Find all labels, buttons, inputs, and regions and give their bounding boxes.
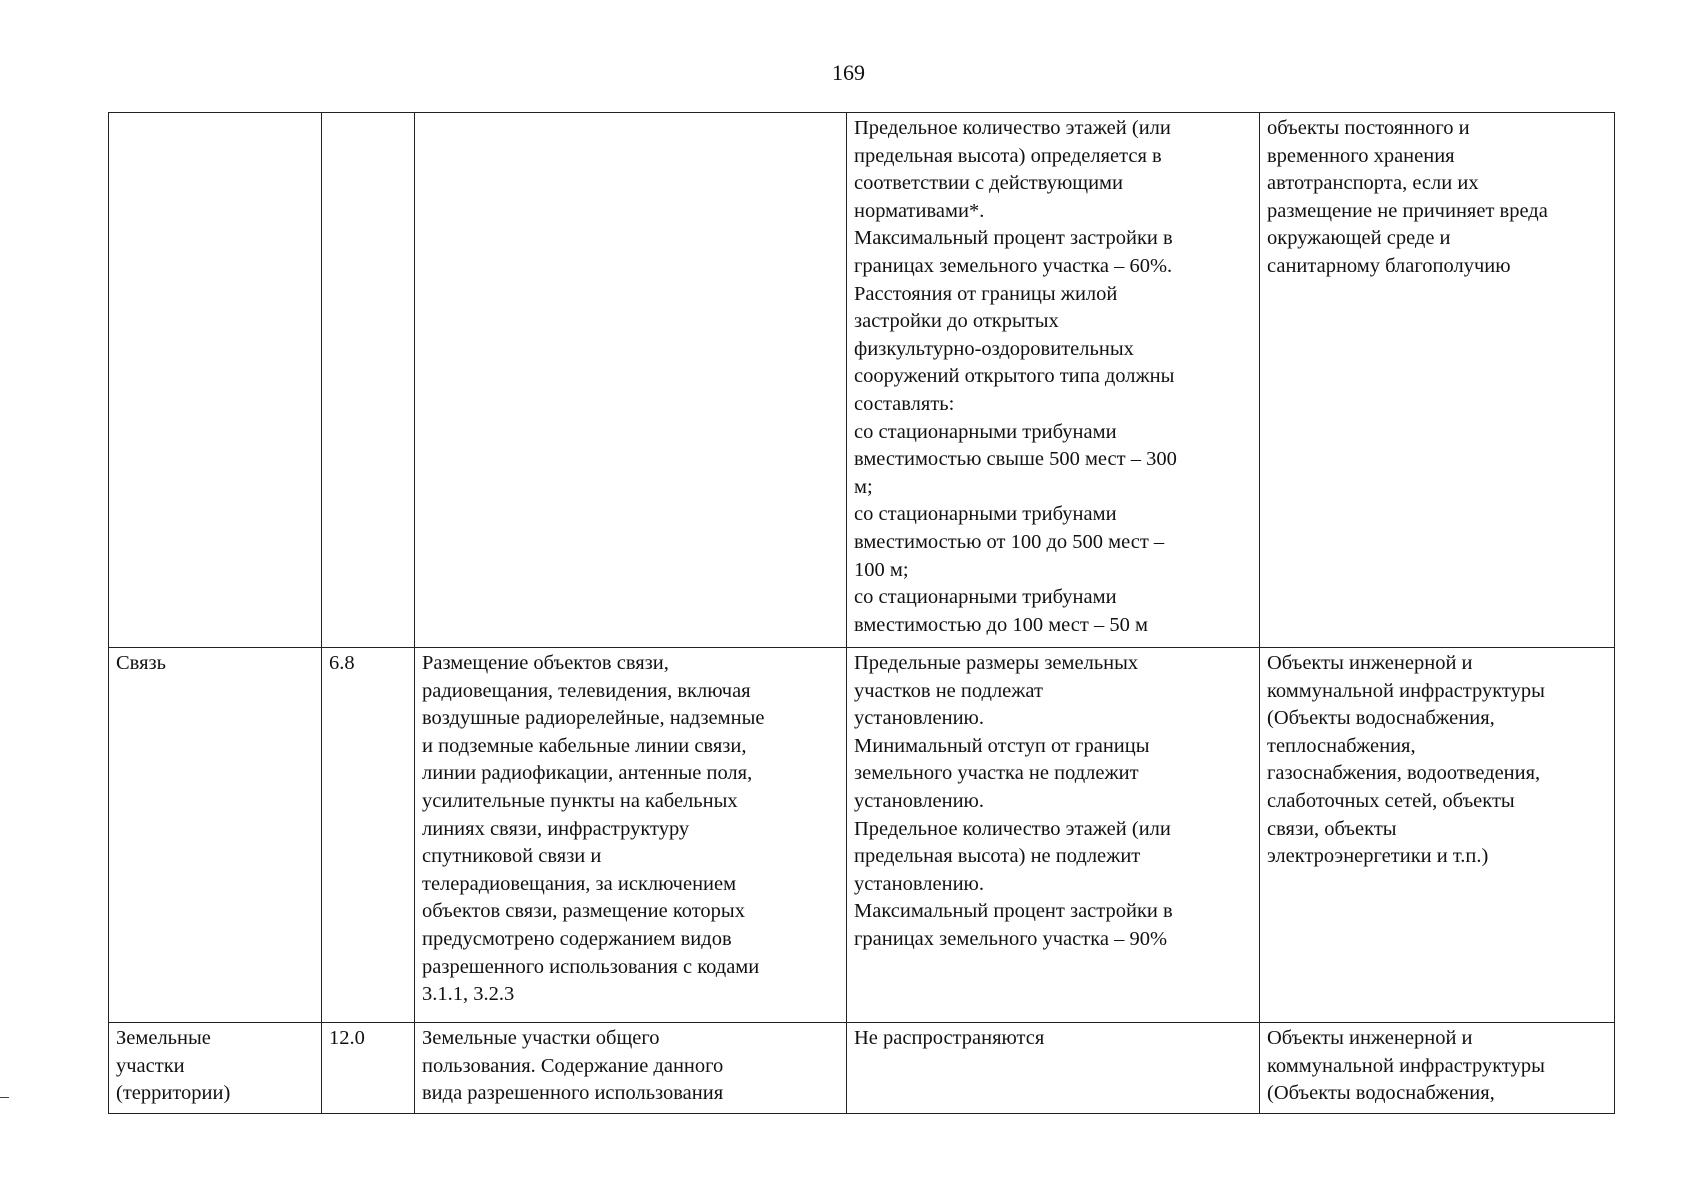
parameter-line: границах земельного участка – 90%	[854, 927, 1168, 950]
auxiliary-line: коммунальной инфраструктуры	[1267, 679, 1545, 702]
parameter-line: земельного участка не подлежит	[854, 762, 1139, 785]
auxiliary-line: газоснабжения, водоотведения,	[1267, 762, 1541, 785]
parameter-line: Предельное количество этажей (или	[854, 117, 1171, 139]
cell-use-description	[415, 113, 847, 648]
description-line: радиовещания, телевидения, включая	[422, 679, 751, 702]
use-type-line: участки	[116, 1054, 185, 1077]
auxiliary-line: временного хранения	[1267, 144, 1455, 167]
cell-use-type	[109, 113, 322, 648]
parameter-line: предельная высота) определяется в	[854, 144, 1162, 167]
cell-limit-parameters	[847, 113, 1260, 648]
parameter-line: Максимальный процент застройки в	[854, 900, 1173, 923]
table-row	[109, 1023, 1615, 1114]
description-line: и подземные кабельные линии связи,	[422, 734, 747, 757]
parameter-line: Предельные размеры земельных	[854, 652, 1139, 674]
auxiliary-line: автотранспорта, если их	[1267, 172, 1479, 195]
parameter-line: нормативами*.	[854, 199, 985, 222]
use-type-line: Земельные	[116, 1027, 211, 1049]
description-line: воздушные радиорелейные, надземные	[422, 707, 765, 730]
parameter-line: со стационарными трибунами	[854, 586, 1117, 609]
auxiliary-line: Объекты инженерной и	[1267, 652, 1473, 674]
parameter-line: вместимостью до 100 мест – 50 м	[854, 613, 1148, 636]
description-line: объектов связи, размещение которых	[422, 900, 745, 923]
parameter-line: Не распространяются	[854, 1027, 1045, 1049]
parameter-line: со стационарными трибунами	[854, 420, 1117, 443]
parameter-line: со стационарными трибунами	[854, 503, 1117, 526]
auxiliary-line: коммунальной инфраструктуры	[1267, 1054, 1545, 1077]
parameter-line: вместимостью от 100 до 500 мест –	[854, 530, 1165, 553]
auxiliary-line: размещение не причиняет вреда	[1267, 199, 1548, 222]
margin-mark	[0, 1097, 9, 1098]
cell-auxiliary-uses	[1260, 648, 1615, 1023]
cell-limit-parameters	[847, 1023, 1260, 1114]
parameter-line: границах земельного участка – 60%.	[854, 254, 1173, 277]
cell-auxiliary-uses	[1260, 1023, 1615, 1114]
parameter-line: участков не подлежат	[854, 679, 1043, 702]
cell-auxiliary-uses	[1260, 113, 1615, 648]
parameter-line: вместимостью свыше 500 мест – 300	[854, 448, 1177, 471]
auxiliary-line: (Объекты водоснабжения,	[1267, 707, 1495, 730]
parameter-line: физкультурно-оздоровительных	[854, 337, 1134, 360]
description-line: линии радиофикации, антенные поля,	[422, 762, 753, 785]
cell-use-description	[415, 1023, 847, 1114]
description-line: линиях связи, инфраструктуру	[422, 817, 690, 840]
auxiliary-line: Объекты инженерной и	[1267, 1027, 1473, 1049]
cell-use-type	[109, 1023, 322, 1114]
parameter-line: установлению.	[854, 872, 984, 895]
cell-use-code	[322, 648, 415, 1023]
cell-use-description	[415, 648, 847, 1023]
parameter-line: установлению.	[854, 707, 984, 730]
cell-limit-parameters	[847, 648, 1260, 1023]
description-line: пользования. Содержание данного	[422, 1054, 724, 1077]
table-row	[109, 113, 1615, 648]
cell-use-code	[322, 113, 415, 648]
auxiliary-line: теплоснабжения,	[1267, 734, 1416, 757]
parameter-line: м;	[854, 475, 873, 498]
description-line: Размещение объектов связи,	[422, 652, 669, 674]
parameter-line: составлять:	[854, 392, 955, 415]
auxiliary-line: (Объекты водоснабжения,	[1267, 1082, 1495, 1105]
description-line: вида разрешенного использования	[422, 1082, 724, 1105]
auxiliary-line: слаботочных сетей, объекты	[1267, 789, 1515, 812]
description-line: предусмотрено содержанием видов	[422, 927, 732, 950]
auxiliary-line: окружающей среде и	[1267, 227, 1451, 250]
description-line: телерадиовещания, за исключением	[422, 872, 737, 895]
table-row	[109, 648, 1615, 1023]
use-code: 6.8	[329, 652, 355, 674]
description-line: разрешенного использования с кодами	[422, 955, 760, 978]
auxiliary-line: санитарному благополучию	[1267, 254, 1511, 277]
use-type-line: (территории)	[116, 1082, 231, 1105]
description-line: Земельные участки общего	[422, 1027, 660, 1049]
parameter-line: Максимальный процент застройки в	[854, 227, 1173, 250]
parameter-line: Предельное количество этажей (или	[854, 817, 1171, 840]
land-use-regulations-table	[108, 112, 1615, 1114]
page-number: 169	[832, 60, 865, 85]
auxiliary-line: электроэнергетики и т.п.)	[1267, 845, 1489, 868]
parameter-line: Расстояния от границы жилой	[854, 282, 1118, 305]
use-code: 12.0	[329, 1027, 365, 1049]
description-line: спутниковой связи и	[422, 845, 602, 868]
parameter-line: 100 м;	[854, 558, 909, 581]
parameter-line: соответствии с действующими	[854, 172, 1123, 195]
cell-use-code	[322, 1023, 415, 1114]
cell-use-type	[109, 648, 322, 1023]
parameter-line: Минимальный отступ от границы	[854, 734, 1150, 757]
parameter-line: застройки до открытых	[854, 310, 1059, 333]
auxiliary-line: объекты постоянного и	[1267, 117, 1470, 139]
description-line: 3.1.1, 3.2.3	[422, 983, 515, 1006]
description-line: усилительные пункты на кабельных	[422, 789, 738, 812]
parameter-line: предельная высота) не подлежит	[854, 845, 1141, 868]
auxiliary-line: связи, объекты	[1267, 817, 1397, 840]
use-type-line: Связь	[116, 652, 166, 674]
parameter-line: установлению.	[854, 789, 984, 812]
parameter-line: сооружений открытого типа должны	[854, 365, 1175, 388]
